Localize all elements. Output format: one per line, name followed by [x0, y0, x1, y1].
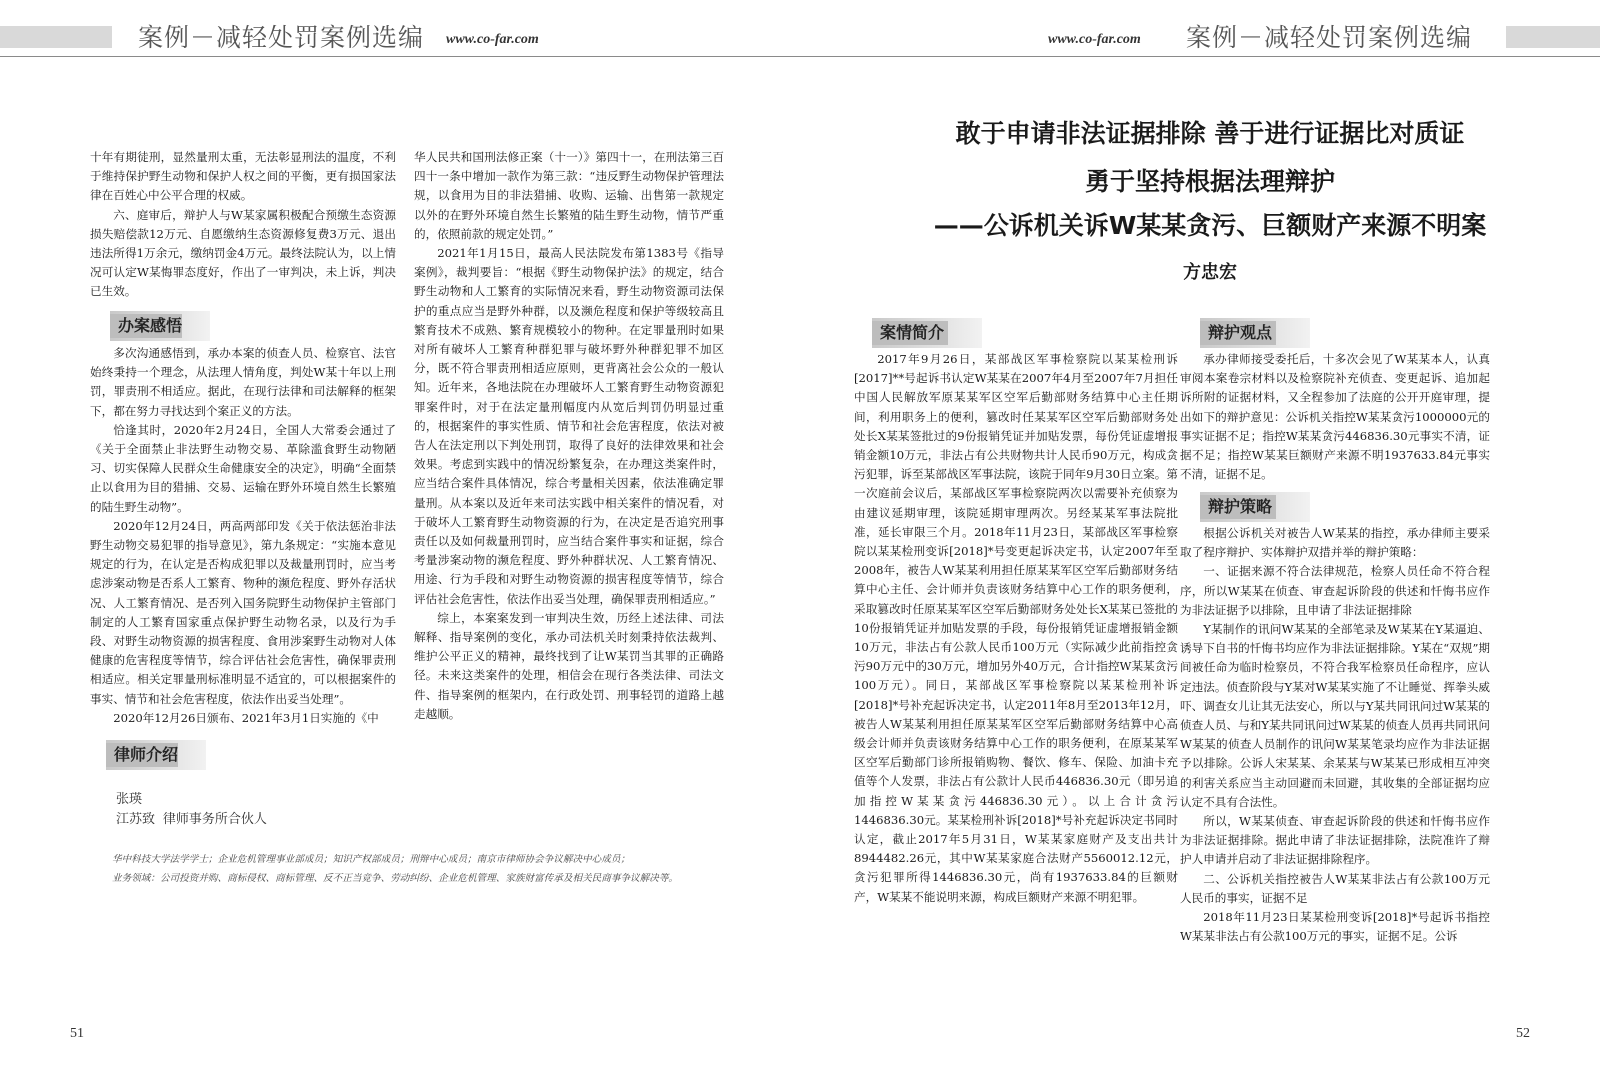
header-band-left: [0, 26, 112, 48]
article-author: 方忠宏: [1183, 262, 1237, 283]
paragraph: 华人民共和国刑法修正案（十一）》第四十一，在刑法第三百四十一条中增加一款作为第三款：“违反野生动物保护管理法规，以食用为目的非法猎捕、收购、运输、出售第一款规定以外的在野外环境自然生长繁殖的陆生野生动物，情节严重的，依照前款的规定处罚。”: [414, 150, 724, 241]
left-col1-reflection: [90, 344, 396, 728]
heading-label: 案情简介: [880, 323, 945, 342]
header-rule-left: [0, 56, 800, 57]
header-band-right: [1506, 26, 1600, 48]
paragraph: Y某制作的讯问W某某的全部笔录及W某某在Y某逼迫、诱导下自书的忏悔书均应作为非法证据排除。Y某在“双规”期间被任命为临时检察员，不符合我军检察员任命程序，应认定违法。侦查阶段与Y某对W某某实施了不让睡觉、挥拳头威吓、调查女儿让其无法安心，所以与Y某共同讯问过W某某的侦查人员、与和Y某共同讯问过W某某的侦查人员再共同讯问W某某的侦查人员制作的讯问W某某笔录均应作为非法证据予以排除。公诉人宋某某、余某某与W某某已形成相互冲突的利害关系应当主动回避而未回避，其收集的全部证据均应认定不具有合法性。: [1180, 622, 1490, 809]
header-title-left: 案例－减轻处罚案例选编: [138, 23, 425, 52]
paragraph: 多次沟通感悟到，承办本案的侦查人员、检察官、法官始终秉持一个理念，从法理人情角度，判处W某十年以上刑罚，罪责刑不相适应。据此，在现行法律和司法解释的框架下，都在努力寻找达到个案正义的方法。: [90, 346, 396, 418]
article-title-line3: ——公诉机关诉W某某贪污、巨额财产来源不明案: [933, 211, 1487, 240]
lawyer-credentials: [112, 850, 722, 888]
lawyer-name: 张瑛: [116, 792, 143, 807]
article-title-line1: 敢于申请非法证据排除 善于进行证据比对质证: [955, 119, 1465, 148]
page-number-left: 51: [70, 1026, 84, 1041]
paragraph: 2018年11月23日某某检刑变诉[2018]*号起诉书指控W某某非法占有公款100万元的事实，证据不足。公诉: [1180, 910, 1490, 944]
defense-view: [1180, 350, 1490, 484]
paragraph: 承办律师接受委托后，十多次会见了W某某本人，认真审阅本案卷宗材料以及检察院补充侦查、变更起诉、追加起诉所附的证据材料，又全程参加了法庭的公开开庭审理，提出如下的辩护意见：公诉机关指控W某某贪污1000000元的事实证据不足；指控W某某贪污446836.30元事实不清，证据不足；指控W某某巨额财产来源不明1937633.84元事实不清，证据不足。: [1180, 352, 1490, 482]
section-heading-case: [872, 318, 982, 348]
lawyer-note: 业务领域：公司投资并购、商标侵权、商标管理、反不正当竞争、劳动纠纷、企业危机管理、家族财富传承及相关民商事争议解决等。: [112, 873, 679, 884]
heading-label: 辩护策略: [1208, 497, 1273, 516]
left-col2: [414, 148, 724, 724]
section-heading-lawyer: [106, 740, 206, 770]
header-url-right[interactable]: www.co-far.com: [1048, 32, 1141, 47]
case-summary: [854, 350, 1178, 907]
heading-label: 律师介绍: [114, 745, 179, 764]
paragraph: 2021年1月15日，最高人民法院发布第1383号《指导案例》，裁判要旨：“根据《野生动物保护法》的规定，结合野生动物和人工繁育的实际情况来看，野生动物资源司法保护的重点应当是野外种群，以及濒危程度和保护等级较高且繁育技术不成熟、繁育规模较小的物种。在定罪量刑时如果对所有破坏人工繁育种群犯罪与破坏野外种群犯罪不加区分，既不符合罪责刑相适应原则，更背离社会公众的一般认知。近年来，各地法院在办理破坏人工繁育野生动物资源犯罪案件时，对于在法定量刑幅度内从宽后判罚仍明显过重的，根据案件的事实性质、情节和社会危害程度，依法对被告人在法定刑以下判处刑罚，取得了良好的法律效果和社会效果。考虑到实践中的情况纷繁复杂，在办理这类案件时，应当结合案件具体情况，综合考量相关因素，依法准确定罪量刑。从本案以及近年来司法实践中相关案件的情况看，对于破坏人工繁育野生动物资源的行为，在决定是否追究刑事责任以及如何裁量刑罚时，应当结合案件事实和证据，综合考量涉案动物的濒危程度、野外种群状况、人工繁育情况、用途、行为手段和对野生动物资源的损害程度等情节，综合评估社会危害性，依法作出妥当处理，确保罪责刑相适应。”: [414, 246, 724, 606]
paragraph: 一、证据来源不符合法律规范，检察人员任命不符合程序，所以W某某在侦查、审查起诉阶段的供述和忏悔书应作为非法证据予以排除，且申请了非法证据排除: [1180, 564, 1490, 617]
left-col1-top: [90, 148, 396, 302]
header-rule-right: [800, 56, 1600, 57]
right-page: [800, 0, 1600, 1085]
paragraph: 综上，本案案发到一审判决生效，历经上述法律、司法解释、指导案例的变化，承办司法机关时刻秉持依法裁判、维护公平正义的精神，最终找到了让W某罚当其罪的正确路径。未来这类案件的处理，相信会在现行各类法律、司法文件、指导案例的框架内，在行政处罚、刑事轻罚的道路上越走越顺。: [414, 610, 724, 721]
paragraph: 六、庭审后，辩护人与W某家属积极配合预缴生态资源损失赔偿款12万元、自愿缴纳生态资源修复费3万元、退出违法所得1万余元，缴纳罚金4万元。最终法院认为，以上情况可认定W某悔罪态度好，作出了一审判决，未上诉，判决已生效。: [90, 207, 396, 299]
article-title-line2: 勇于坚持根据法理辩护: [1084, 167, 1335, 196]
lawyer-firm: 江苏致 律师事务所合伙人: [116, 812, 267, 827]
heading-label: 办案感悟: [118, 316, 183, 335]
header-title-right: 案例－减轻处罚案例选编: [1186, 23, 1473, 52]
paragraph: 恰逢其时，2020年2月24日，全国人大常委会通过了《关于全面禁止非法野生动物交易、革除滥食野生动物陋习、切实保障人民群众生命健康安全的决定》，明确“全面禁止以食用为目的猎捕、交易、运输在野外环境自然生长繁殖的陆生野生动物”。: [90, 422, 396, 514]
paragraph: 2020年12月24日，两高两部印发《关于依法惩治非法野生动物交易犯罪的指导意见》，第九条规定：“实施本意见规定的行为，在认定是否构成犯罪以及裁量刑罚时，应当考虑涉案动物是否系人工繁育、物种的濒危程度、野外存活状况、人工繁育情况、是否列入国务院野生动物保护主管部门制定的人工繁育国家重点保护野生动物名录，以及行为手段、对野生动物资源的损害程度、食用涉案野生动物对人体健康的危害程度等情节，综合评估社会危害性，确保罪责刑相适应。相关定罪量刑标准明显不适宜的，可以根据案件的事实、情节和社会危害程度，依法作出妥当处理”。: [90, 518, 396, 706]
paragraph: 十年有期徒刑，显然量刑太重，无法彰显刑法的温度，不利于维持保护野生动物和保护人权之间的平衡，更有损国家法律在百姓心中公平合理的权威。: [90, 150, 396, 203]
section-heading-reflection: [110, 311, 210, 341]
paragraph: 所以，W某某侦查、审查起诉阶段的供述和忏悔书应作为非法证据排除。据此申请了非法证据排除，法院准许了辩护人申请并启动了非法证据排除程序。: [1180, 814, 1490, 867]
defense-strategy: [1180, 524, 1490, 946]
paragraph: 根据公诉机关对被告人W某某的指控，承办律师主要采取了程序辩护、实体辩护双措并举的辩护策略：: [1180, 526, 1490, 560]
heading-label: 辩护观点: [1208, 323, 1273, 342]
paragraph: 2017年9月26日，某部战区军事检察院以某某检刑诉[2017]**号起诉书认定W某某在2007年4月至2007年7月担任中国人民解放军原某某军区空军后勤部财务结算中心主任期间，利用职务上的便利，篡改时任某某军区空军后勤部财务处处长X某某签批过的9份报销凭证并加贴发票，每份凭证虚增报销金额10万元，非法占有公共财物共计人民币90万元，构成贪污犯罪，诉至某部战区军事法院，该院于同年9月30日立案。第一次庭前会议后，某部战区军事检察院两次以需要补充侦察为由建议延期审理，该院延期审理两次。另经某某军事法院批准，延长审限三个月。2018年11月23日，某部战区军事检察院以某某检刑变诉[2018]*号变更起诉决定书，认定2007年至2008年，被告人W某某利用担任原某某军区空军后勤部财务结算中心主任、会计师并负责该财务结算中心工作的职务便利，采取篡改时任原某某军区空军后勤部财务处处长X某某已签批的10份报销凭证并加贴发票的手段，每份报销凭证虚增报销金额10万元，非法占有公款人民币100万元（实际减少此前指控贪污90万元中的30万元，增加另外40万元，合计指控W某某贪污100万元）。同日，某部战区军事检察院以某某检刑补诉[2018]*号补充起诉决定书，认定2011年8月至2013年12月，被告人W某某利用担任原某某军区空军后勤部财务结算中心高级会计师并负责该财务结算中心工作的职务便利，在原某某军区空军后勤部门诊所报销购物、餐饮、修车、保险、加油卡充值等个人发票，非法占有公款计人民币446836.30元（即另追加指控W某某贪污446836.30元）。以上合计贪污1446836.30元。某某检刑补诉[2018]*号补充起诉决定书同时认定，截止2017年5月31日，W某某家庭财产及支出共计8944482.26元，其中W某某家庭合法财产5560012.12元，贪污犯罪所得1446836.30元，尚有1937633.84的巨额财产，W某某不能说明来源，构成巨额财产来源不明犯罪。: [854, 352, 1178, 904]
paragraph: 2020年12月26日颁布、2021年3月1日实施的《中: [113, 710, 379, 725]
header-url-left[interactable]: www.co-far.com: [446, 32, 539, 47]
section-heading-strategy: [1200, 492, 1310, 522]
paragraph: 二、公诉机关指控被告人W某某非法占有公款100万元人民币的事实，证据不足: [1180, 871, 1490, 905]
page-number-right: 52: [1516, 1026, 1530, 1041]
section-heading-view: [1200, 318, 1310, 348]
lawyer-note: 华中科技大学法学学士；企业危机管理事业部成员；知识产权部成员；刑辩中心成员；南京市律师协会争议解决中心成员；: [112, 854, 631, 865]
